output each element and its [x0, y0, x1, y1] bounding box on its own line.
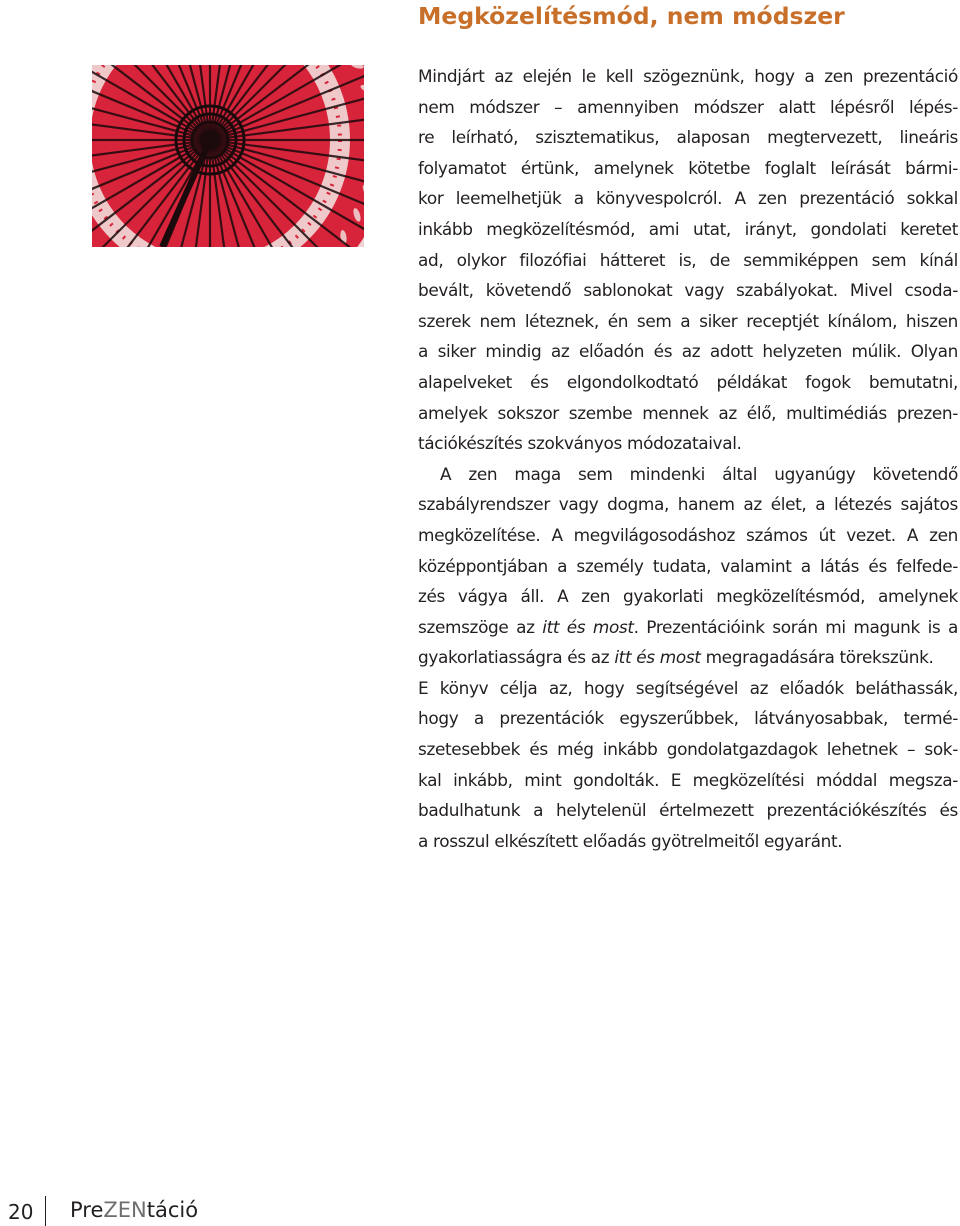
book-title	[70, 1198, 198, 1222]
brand-pre: Pre	[70, 1198, 104, 1222]
text-run: megragadására törekszünk.	[700, 647, 934, 668]
text-line: E könyv célja az, hogy segítségével az előadók beláthassák,	[418, 677, 958, 698]
text-line: re leírható, szisztematikus, alaposan megtervezett, lineáris	[418, 127, 958, 148]
text-line: bevált, követendő sablonokat vagy szabályokat. Mivel csoda-	[418, 280, 958, 301]
text-line: nem módszer – amennyiben módszer alatt lépésről lépés-	[418, 96, 958, 117]
page-footer	[0, 1196, 960, 1226]
body-text	[418, 61, 958, 856]
text-line: folyamatot értünk, amelynek kötetbe foglalt leírását bármi-	[418, 157, 958, 178]
page-number: 20	[8, 1200, 34, 1224]
italic-run: itt és most	[542, 616, 634, 637]
text-line	[418, 612, 958, 643]
paragraph-2	[418, 459, 958, 857]
brand-post: táció	[146, 1198, 199, 1222]
text-line: a siker mindig az előadón és az adott helyzeten múlik. Olyan	[418, 341, 958, 362]
footer-divider	[45, 1196, 46, 1226]
text-run: gyakorlatiasságra és az	[418, 647, 615, 668]
text-line: szetesebbek és még inkább gondolatgazdagok lehetnek – sok-	[418, 739, 958, 760]
text-line: megközelítése. A megvilágosodáshoz számos út vezet. A zen	[418, 524, 958, 545]
text-line: Mindjárt az elején le kell szögeznünk, hogy a zen prezentáció	[418, 66, 958, 86]
text-line: amelyek sokszor szembe mennek az élő, multimédiás prezen-	[418, 402, 958, 423]
umbrella-photo	[92, 65, 364, 247]
text-run: . Prezentációink során mi magunk is a	[633, 616, 958, 637]
text-line: inkább megközelítésmód, ami utat, irányt, gondolati keretet	[418, 218, 958, 239]
text-line	[418, 642, 958, 673]
text-line: zés vágya áll. A zen gyakorlati megközelítésmód, amelynek	[418, 586, 958, 607]
text-line: ad, olykor filozófiai hátteret is, de semmiképpen sem kínál	[418, 249, 958, 270]
paragraph-1	[418, 61, 958, 459]
text-line: kor leemelhetjük a könyvespolcról. A zen prezentáció sokkal	[418, 188, 958, 209]
text-line: szerek nem léteznek, én sem a siker receptjét kínálom, hiszen	[418, 310, 958, 331]
text-line: kal inkább, mint gondolták. E megközelítési móddal megsza-	[418, 769, 958, 790]
text-line: a rosszul elkészített előadás gyötrelmeitől egyaránt.	[418, 830, 843, 851]
text-line: badulhatunk a helytelenül értelmezett prezentációkészítés és	[418, 800, 958, 821]
text-line: alapelveket és elgondolkodtató példákat fogok bemutatni,	[418, 371, 958, 392]
section-heading: Megközelítésmód, nem módszer	[418, 2, 845, 30]
text-line: hogy a prezentációk egyszerűbbek, látványosabbak, termé-	[418, 708, 958, 729]
text-line: tációkészítés szokványos módozataival.	[418, 433, 742, 454]
italic-run: itt és most	[614, 647, 701, 668]
text-line: szabályrendszer vagy dogma, hanem az élet, a létezés sajátos	[418, 494, 958, 515]
text-line: középpontjában a személy tudata, valamint a látás és felfede-	[418, 555, 958, 576]
text-line: A zen maga sem mindenki által ugyanúgy követendő	[440, 463, 958, 484]
text-run: szemszöge az	[418, 616, 543, 637]
brand-zen: ZEN	[103, 1198, 147, 1222]
